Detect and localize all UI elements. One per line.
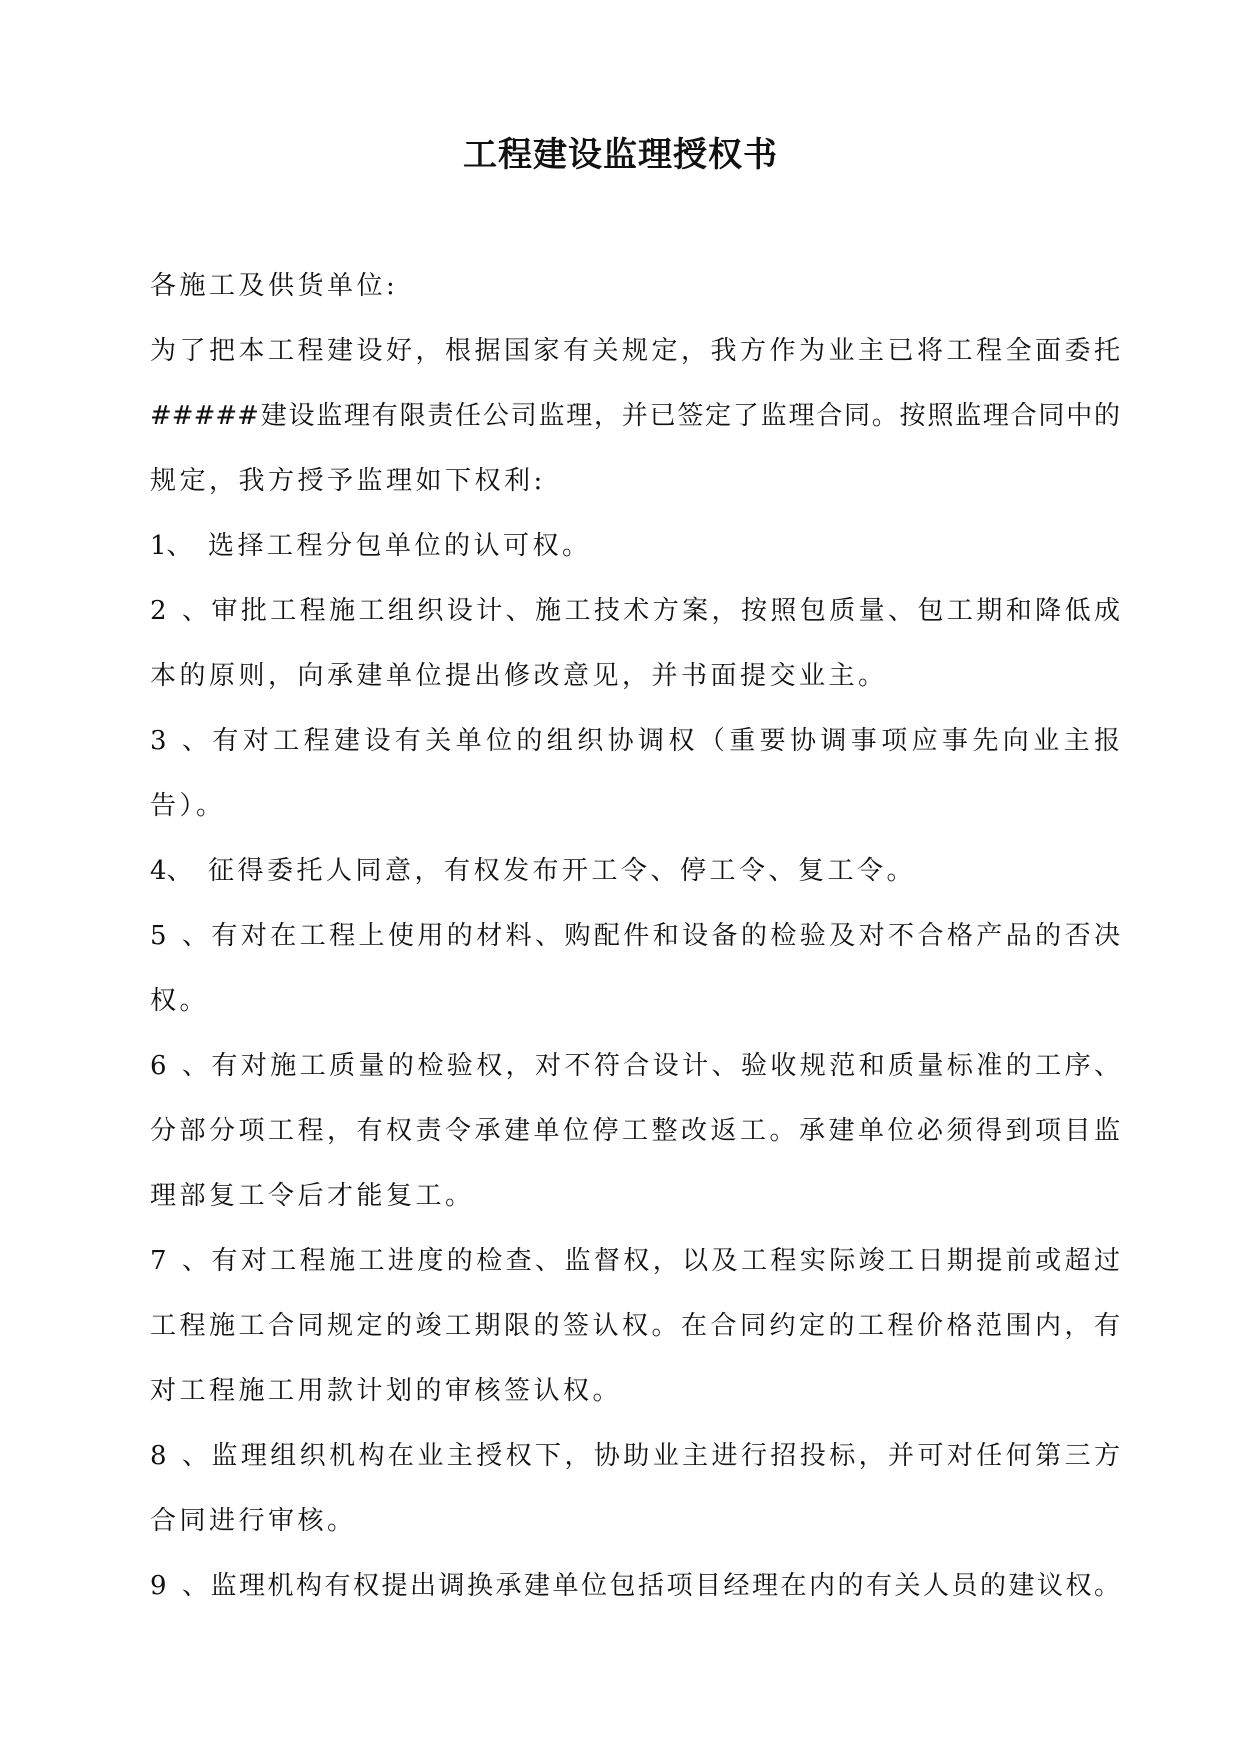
list-item-number: 6、: [150, 1051, 208, 1081]
line-text: 本的原则，向承建单位提出修改意见，并书面提交业主。: [150, 661, 888, 691]
line-text: 为了把本工程建设好，根据国家有关规定，我方作为业主已将工程全面委托: [150, 336, 1120, 366]
line-text: 工程施工合同规定的竣工期限的签认权。在合同约定的工程价格范围内，有: [150, 1311, 1120, 1341]
line-text: 权。: [150, 986, 210, 1016]
line-text: 监理组织机构在业主授权下，协助业主进行招投标，并可对任何第三方: [208, 1441, 1120, 1471]
paragraph-line: [150, 1164, 1120, 1229]
line-text: 合同进行审核。: [150, 1506, 357, 1536]
paragraph-line: [150, 1034, 1120, 1099]
paragraph-line: [150, 1554, 1120, 1619]
paragraph-line: [150, 904, 1120, 969]
line-text: 有对工程施工进度的检查、监督权，以及工程实际竣工日期提前或超过: [208, 1246, 1120, 1276]
line-text: 有对工程建设有关单位的组织协调权（重要协调事项应事先向业主报: [208, 726, 1120, 756]
line-text: 有对施工质量的检验权，对不符合设计、验收规范和质量标准的工序、: [208, 1051, 1120, 1081]
list-item-number: 9、: [150, 1571, 208, 1601]
list-item-number: 1、: [150, 531, 193, 561]
line-text: 各施工及供货单位:: [150, 271, 399, 301]
list-item-number: 4、: [150, 856, 193, 886]
paragraph-line: [150, 449, 1120, 514]
document-title: 工程建设监理授权书: [463, 135, 778, 175]
paragraph-line: [150, 1099, 1120, 1164]
paragraph-line: [150, 839, 1120, 904]
list-item-number: 2、: [150, 596, 208, 626]
line-text: 对工程施工用款计划的审核签认权。: [150, 1376, 623, 1406]
paragraph-line: [150, 319, 1120, 384]
line-text: 分部分项工程，有权责令承建单位停工整改返工。承建单位必须得到项目监: [150, 1116, 1120, 1146]
paragraph-line: [150, 579, 1120, 644]
list-item-number: 8、: [150, 1441, 208, 1471]
paragraph-line: [150, 969, 1120, 1034]
line-text: 有对在工程上使用的材料、购配件和设备的检验及对不合格产品的否决: [208, 921, 1120, 951]
paragraph-line: [150, 1294, 1120, 1359]
paragraph-line: [150, 384, 1120, 449]
line-text: 理部复工令后才能复工。: [150, 1181, 475, 1211]
document-body: [150, 254, 1120, 1619]
paragraph-line: [150, 514, 1120, 579]
line-text: #####建设监理有限责任公司监理，并已签定了监理合同。按照监理合同中的: [150, 401, 1120, 431]
paragraph-line: [150, 1424, 1120, 1489]
paragraph-line: [150, 709, 1120, 774]
paragraph-line: [150, 1359, 1120, 1424]
list-item-number: 3、: [150, 726, 208, 756]
paragraph-line: [150, 1229, 1120, 1294]
line-text: 选择工程分包单位的认可权。: [208, 531, 592, 561]
line-text: 监理机构有权提出调换承建单位包括项目经理在内的有关人员的建议权。: [208, 1571, 1120, 1601]
line-text: 规定，我方授予监理如下权利:: [150, 466, 546, 496]
paragraph-line: [150, 644, 1120, 709]
line-text: 征得委托人同意，有权发布开工令、停工令、复工令。: [208, 856, 917, 886]
paragraph-line: [150, 1489, 1120, 1554]
paragraph-line: [150, 254, 1120, 319]
list-item-number: 7、: [150, 1246, 208, 1276]
list-item-number: 5、: [150, 921, 208, 951]
line-text: 审批工程施工组织设计、施工技术方案，按照包质量、包工期和降低成: [208, 596, 1120, 626]
paragraph-line: [150, 774, 1120, 839]
line-text: 告）。: [150, 791, 226, 821]
